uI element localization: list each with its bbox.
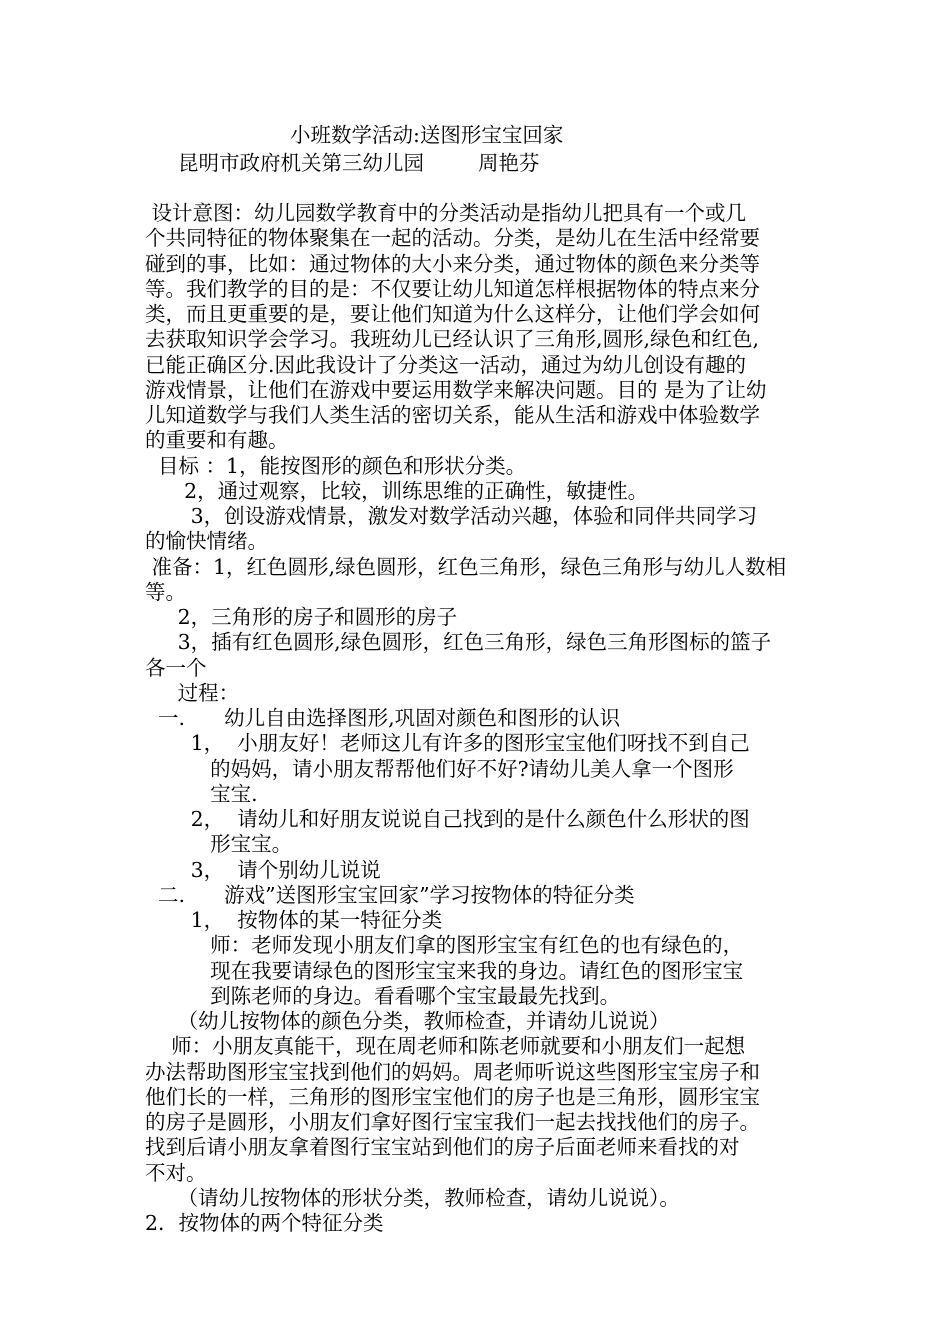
body-line: 的重要和有趣。 <box>145 428 289 453</box>
body-line: 1， 小朋友好！老师这儿有许多的图形宝宝他们呀找不到自己 <box>145 731 750 756</box>
body-line: 到陈老师的身边。看看哪个宝宝最最先找到。 <box>145 983 621 1008</box>
body-line: 找到后请小朋友拿着图行宝宝站到他们的房子后面老师来看找的对 <box>145 1135 740 1160</box>
body-line: 师：老师发现小朋友们拿的图形宝宝有红色的也有绿色的， <box>145 933 744 958</box>
body-line: 形宝宝。 <box>145 832 293 857</box>
document-title: 小班数学活动:送图形宝宝回家 <box>290 123 564 147</box>
body-line: 2．按物体的两个特征分类 <box>145 1211 384 1235</box>
body-line: 一. 幼儿自由选择图形,巩固对颜色和图形的认识 <box>145 706 621 730</box>
body-line: 不对。 <box>145 1160 207 1185</box>
body-line: 准备：1，红色圆形,绿色圆形，红色三角形，绿色三角形与幼儿人数相 <box>145 554 787 579</box>
body-line: 2，三角形的房子和圆形的房子 <box>145 605 458 629</box>
body-line: 宝宝. <box>145 781 258 806</box>
body-line: 的房子是圆形，小朋友们拿好图行宝宝我们一起去找找他们的房子。 <box>145 1110 760 1134</box>
body-line: 等。我们教学的目的是：不仅要让幼儿知道怎样根据物体的特点来分 <box>145 276 760 301</box>
body-line: 3， 请个别幼儿说说 <box>145 857 381 882</box>
body-line: 过程： <box>145 680 240 705</box>
body-line: 1， 按物体的某一特征分类 <box>145 908 443 932</box>
body-line: 的妈妈，请小朋友帮帮他们好不好?请幼儿美人拿一个图形 <box>145 756 734 781</box>
body-line: 2， 请幼儿和好朋友说说自己找到的是什么颜色什么形状的图 <box>145 807 750 831</box>
body-line: 现在我要请绿色的图形宝宝来我的身边。请红色的图形宝宝 <box>145 958 744 983</box>
body-line: 办法帮助图形宝宝找到他们的妈妈。周老师听说这些图形宝宝房子和 <box>145 1059 760 1084</box>
body-line: 2，通过观察，比较，训练思维的正确性，敏捷性。 <box>145 478 649 503</box>
body-line: （幼儿按物体的颜色分类，教师检查，并请幼儿说说） <box>145 1009 670 1033</box>
author-line <box>178 150 848 176</box>
body-line: 类，而且更重要的是，要让他们知道为什么这样分，让他们学会如何 <box>145 302 760 326</box>
body-line: 碰到的事，比如：通过物体的大小来分类，通过物体的颜色来分类等 <box>145 251 760 276</box>
body-line: 游戏情景，让他们在游戏中要运用数学来解决问题。目的 是为了让幼 <box>145 377 767 402</box>
body-line: 个共同特征的物体聚集在一起的活动。分类，是幼儿在生活中经常要 <box>145 226 760 251</box>
author-name: 周艳芬 <box>478 151 540 175</box>
body-line: 已能正确区分.因此我设计了分类这一活动，通过为幼儿创设有趣的 <box>145 352 747 377</box>
body-line: 师：小朋友真能干，现在周老师和陈老师就要和小朋友们一起想 <box>145 1034 746 1059</box>
body-line: （请幼儿按物体的形状分类，教师检查，请幼儿说说）。 <box>145 1185 680 1210</box>
body-line: 去获取知识学会学习。我班幼儿已经认识了三角形,圆形,绿色和红色, <box>145 327 760 352</box>
body-line: 他们长的一样，三角形的图形宝宝他们的房子也是三角形，圆形宝宝 <box>145 1084 760 1109</box>
body-line: 的愉快情绪。 <box>145 529 268 554</box>
body-line: 3，创设游戏情景，激发对数学活动兴趣，体验和同伴共同学习 <box>145 504 758 528</box>
body-line: 儿知道数学与我们人类生活的密切关系，能从生活和游戏中体验数学 <box>145 403 760 427</box>
school-name: 昆明市政府机关第三幼儿园 <box>178 151 424 175</box>
body-line: 目标 ：1，能按图形的颜色和形状分类。 <box>145 453 527 478</box>
body-line: 设计意图：幼儿园数学教育中的分类活动是指幼儿把具有一个或几 <box>145 201 747 225</box>
body-line: 各一个 <box>145 655 207 680</box>
body-line: 等。 <box>145 579 186 604</box>
body-line: 3，插有红色圆形,绿色圆形，红色三角形，绿色三角形图标的篮子 <box>145 630 772 655</box>
body-line: 二. 游戏”送图形宝宝回家”学习按物体的特征分类 <box>145 882 635 907</box>
